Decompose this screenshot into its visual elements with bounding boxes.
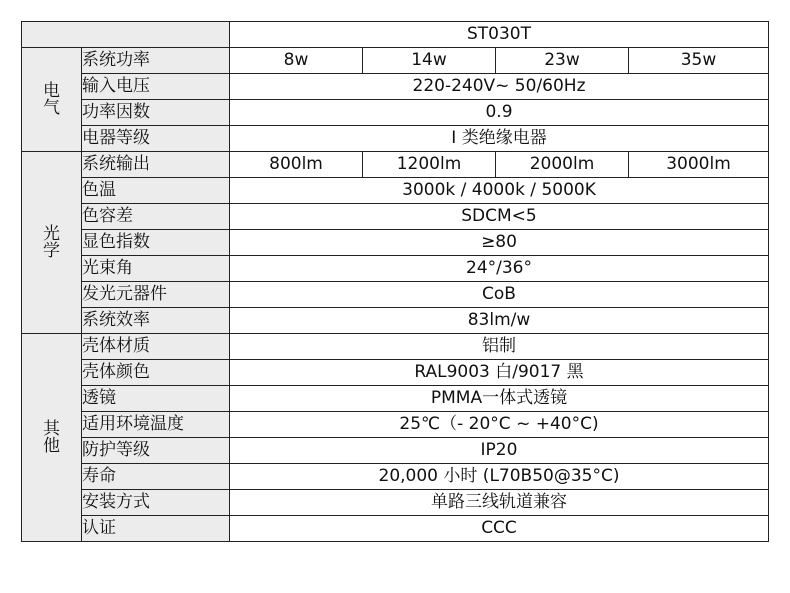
output-value: 1200lm [363, 152, 496, 178]
row-label: 系统功率 [82, 48, 230, 74]
output-value: 3000lm [629, 152, 769, 178]
row-label: 防护等级 [82, 438, 230, 464]
row-value: 83lm/w [230, 308, 769, 334]
row-value: CoB [230, 282, 769, 308]
row-value: PMMA一体式透镜 [230, 386, 769, 412]
group-label-line: 其 [43, 418, 60, 439]
table-row [22, 438, 769, 464]
row-value: 0.9 [230, 100, 769, 126]
group-label-line: 他 [43, 435, 60, 456]
row-value: 24°/36° [230, 256, 769, 282]
power-value: 8w [230, 48, 363, 74]
row-label: 色温 [82, 178, 230, 204]
row-label: 系统效率 [82, 308, 230, 334]
row-value: SDCM<5 [230, 204, 769, 230]
row-value: 铝制 [230, 334, 769, 360]
row-label: 适用环境温度 [82, 412, 230, 438]
group-optical [22, 152, 82, 334]
output-value: 2000lm [496, 152, 629, 178]
table-row [22, 74, 769, 100]
group-other [22, 334, 82, 542]
row-label: 光束角 [82, 256, 230, 282]
model-row [22, 22, 769, 48]
table-row [22, 204, 769, 230]
header-blank-cell [22, 22, 230, 48]
table-row [22, 100, 769, 126]
output-value: 800lm [230, 152, 363, 178]
table-row [22, 282, 769, 308]
table-row [22, 152, 769, 178]
row-value: CCC [230, 516, 769, 542]
row-value: 3000k / 4000k / 5000K [230, 178, 769, 204]
power-value: 23w [496, 48, 629, 74]
spec-table [21, 21, 769, 542]
table-row [22, 230, 769, 256]
row-label: 壳体颜色 [82, 360, 230, 386]
row-label: 透镜 [82, 386, 230, 412]
row-label: 电器等级 [82, 126, 230, 152]
row-value: I 类绝缘电器 [230, 126, 769, 152]
table-row [22, 360, 769, 386]
row-label: 功率因数 [82, 100, 230, 126]
group-label-line: 光 [43, 223, 60, 244]
table-row [22, 490, 769, 516]
row-value: 220-240V~ 50/60Hz [230, 74, 769, 100]
row-label: 安装方式 [82, 490, 230, 516]
group-electrical [22, 48, 82, 152]
row-value: 25℃（- 20°C ~ +40°C) [230, 412, 769, 438]
row-value: 单路三线轨道兼容 [230, 490, 769, 516]
table-row [22, 48, 769, 74]
table-row [22, 412, 769, 438]
row-label: 发光元器件 [82, 282, 230, 308]
row-value: ≥80 [230, 230, 769, 256]
row-label: 系统输出 [82, 152, 230, 178]
row-label: 寿命 [82, 464, 230, 490]
table-row [22, 516, 769, 542]
row-label: 壳体材质 [82, 334, 230, 360]
row-value: IP20 [230, 438, 769, 464]
row-label: 认证 [82, 516, 230, 542]
group-label-line: 气 [43, 97, 60, 118]
power-value: 14w [363, 48, 496, 74]
table-row [22, 386, 769, 412]
row-label: 显色指数 [82, 230, 230, 256]
table-row [22, 464, 769, 490]
table-row [22, 256, 769, 282]
table-row [22, 126, 769, 152]
table-row [22, 334, 769, 360]
row-value: RAL9003 白/9017 黑 [230, 360, 769, 386]
group-label-line: 电 [43, 80, 60, 101]
group-label-line: 学 [43, 240, 60, 261]
table-row [22, 178, 769, 204]
row-value: 20,000 小时 (L70B50@35°C) [230, 464, 769, 490]
row-label: 输入电压 [82, 74, 230, 100]
table-row [22, 308, 769, 334]
model-name: ST030T [230, 22, 769, 48]
power-value: 35w [629, 48, 769, 74]
row-label: 色容差 [82, 204, 230, 230]
